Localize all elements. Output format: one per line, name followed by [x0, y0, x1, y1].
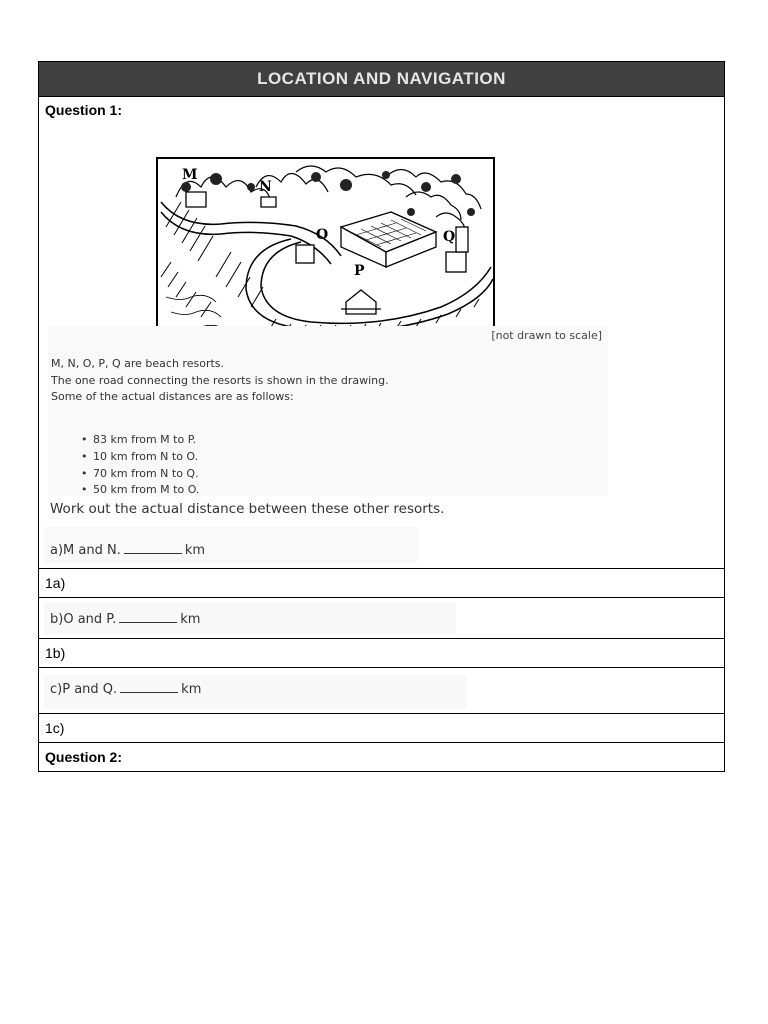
map-label-n: N [259, 179, 272, 195]
question-1-cell [39, 97, 725, 569]
part-b-prefix: b) [50, 612, 64, 627]
part-b-prompt [50, 611, 200, 627]
instruction-text: Work out the actual distance between these other resorts. [50, 501, 445, 517]
distance-item: • 10 km from N to O. [81, 449, 199, 466]
part-a-text: M and N. [63, 543, 121, 558]
part-b-unit: km [180, 612, 201, 627]
part-a-unit: km [184, 543, 206, 558]
intro-line: The one road connecting the resorts is shown in the drawing. [51, 373, 389, 387]
part-c-text: P and Q. [62, 682, 118, 697]
part-c-prefix: c) [50, 682, 63, 697]
part-c-cell [39, 668, 725, 714]
intro-line: Some of the actual distances are as follows: [51, 390, 294, 403]
answer-1b-label: 1b) [45, 645, 66, 661]
intro-text [51, 356, 389, 406]
distance-list [81, 432, 199, 499]
question-2-label: Question 2: [45, 749, 123, 765]
answer-1b-cell[interactable] [39, 639, 725, 668]
part-c-blank [120, 681, 178, 693]
scale-note: [not drawn to scale] [491, 329, 602, 342]
map-label-m: M [182, 167, 198, 183]
page-title: LOCATION AND NAVIGATION [257, 69, 506, 88]
distance-item: • 83 km from M to P. [81, 432, 199, 449]
worksheet [38, 61, 725, 772]
intro-line: M, N, O, P, Q are beach resorts. [51, 357, 225, 370]
answer-1a-label: 1a) [45, 575, 66, 591]
part-b-blank [119, 611, 177, 623]
answer-1a-cell[interactable] [39, 569, 725, 598]
resort-info-panel [48, 326, 608, 496]
part-b-text: O and P. [63, 612, 117, 627]
map-label-p: P [354, 263, 365, 279]
worksheet-table [38, 61, 725, 772]
part-a-blank [124, 542, 182, 554]
distance-item: • 50 km from M to O. [81, 482, 199, 499]
map-label-q: Q [443, 229, 456, 245]
part-c-prompt [50, 681, 201, 697]
distance-item: • 70 km from N to Q. [81, 466, 199, 483]
map-label-o: O [316, 227, 329, 243]
answer-1c-cell[interactable] [39, 714, 725, 743]
answer-1c-label: 1c) [45, 720, 65, 736]
part-c-unit: km [181, 682, 202, 697]
resort-map-illustration [156, 157, 496, 347]
part-a-prompt [50, 542, 205, 558]
title-bar [39, 62, 725, 97]
question-2-cell [39, 743, 725, 772]
part-a-prefix: a) [50, 543, 64, 558]
question-1-label: Question 1: [45, 102, 123, 118]
part-b-cell [39, 598, 725, 639]
